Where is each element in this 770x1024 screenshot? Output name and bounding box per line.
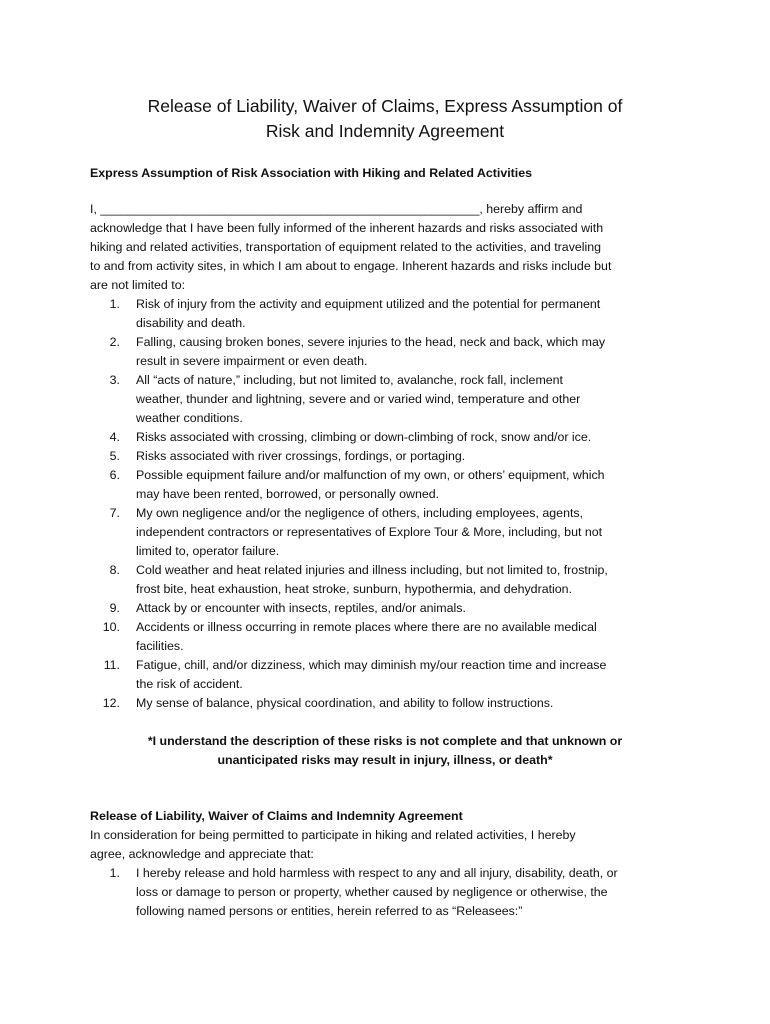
paragraph-line: acknowledge that I have been fully informed of the inherent hazards and risks associated with bbox=[90, 221, 604, 235]
list-item-line: Fatigue, chill, and/or dizziness, which may diminish my/our reaction time and increase bbox=[136, 658, 607, 672]
list-item-line: limited to, operator failure. bbox=[136, 544, 280, 558]
list-item-line: facilities. bbox=[136, 639, 184, 653]
list-number: 2. bbox=[109, 335, 120, 349]
list-item bbox=[90, 295, 690, 333]
list-item-line: weather conditions. bbox=[136, 411, 243, 425]
list-number: 10. bbox=[102, 620, 120, 634]
list-number: 8. bbox=[109, 563, 120, 577]
release-list bbox=[90, 864, 690, 921]
paragraph-line: In consideration for being permitted to participate in hiking and related activities, I hereby bbox=[90, 828, 576, 842]
list-item-line: the risk of accident. bbox=[136, 677, 243, 691]
list-item bbox=[90, 599, 690, 618]
list-item bbox=[90, 447, 690, 466]
list-item bbox=[90, 428, 690, 447]
list-item-line: independent contractors or representatives of Explore Tour & More, including, but not bbox=[136, 525, 603, 539]
list-number: 4. bbox=[109, 430, 120, 444]
list-item-line: Risks associated with river crossings, fordings, or portaging. bbox=[136, 449, 466, 463]
list-item-line: loss or damage to person or property, whether caused by negligence or otherwise, the bbox=[136, 885, 608, 899]
list-number: 11. bbox=[103, 658, 120, 672]
list-item bbox=[90, 371, 690, 428]
risk-list bbox=[90, 295, 690, 713]
release-intro-paragraph bbox=[90, 826, 690, 864]
list-item bbox=[90, 466, 690, 504]
list-item bbox=[90, 333, 690, 371]
list-item-line: I hereby release and hold harmless with respect to any and all injury, disability, death, or bbox=[136, 866, 618, 880]
assumption-intro-paragraph bbox=[90, 200, 690, 295]
list-item bbox=[90, 694, 690, 713]
list-item-line: frost bite, heat exhaustion, heat stroke, sunburn, hypothermia, and dehydration. bbox=[136, 582, 573, 596]
list-item-line: Cold weather and heat related injuries and illness including, but not limited to, frostnip, bbox=[136, 563, 608, 577]
list-item-line: Possible equipment failure and/or malfunction of my own, or others’ equipment, which bbox=[136, 468, 605, 482]
paragraph-line: to and from activity sites, in which I am about to engage. Inherent hazards and risks include but bbox=[90, 259, 612, 273]
paragraph-line: agree, acknowledge and appreciate that: bbox=[90, 847, 314, 861]
list-item-line: disability and death. bbox=[136, 316, 246, 330]
list-item-line: My own negligence and/or the negligence of others, including employees, agents, bbox=[136, 506, 584, 520]
list-item-line: Falling, causing broken bones, severe injuries to the head, neck and back, which may bbox=[136, 335, 606, 349]
list-item-line: Risk of injury from the activity and equipment utilized and the potential for permanent bbox=[136, 297, 601, 311]
list-item-line: may have been rented, borrowed, or personally owned. bbox=[136, 487, 440, 501]
notice-line: unanticipated risks may result in injury, illness, or death* bbox=[217, 753, 553, 767]
list-number: 12. bbox=[102, 696, 120, 710]
list-number: 1. bbox=[109, 866, 120, 880]
list-item bbox=[90, 504, 690, 561]
list-number: 6. bbox=[109, 468, 120, 482]
list-item-line: Risks associated with crossing, climbing or down-climbing of rock, snow and/or ice. bbox=[136, 430, 592, 444]
section-heading-release-of-liability: Release of Liability, Waiver of Claims and Indemnity Agreement bbox=[90, 809, 463, 823]
list-item bbox=[90, 864, 690, 921]
title-line: Release of Liability, Waiver of Claims, Express Assumption of bbox=[147, 96, 623, 116]
section-heading-assumption-of-risk: Express Assumption of Risk Association with Hiking and Related Activities bbox=[90, 166, 533, 180]
list-item bbox=[90, 656, 690, 694]
list-item-line: result in severe impairment or even death. bbox=[136, 354, 368, 368]
document-title bbox=[60, 94, 710, 144]
list-number: 3. bbox=[109, 373, 120, 387]
list-number: 5. bbox=[109, 449, 120, 463]
paragraph-line: I, _______________________________________________________, hereby affirm and bbox=[90, 202, 583, 216]
list-item-line: following named persons or entities, herein referred to as “Releasees:” bbox=[136, 904, 523, 918]
risk-disclaimer-notice bbox=[60, 732, 710, 770]
list-item-line: My sense of balance, physical coordination, and ability to follow instructions. bbox=[136, 696, 554, 710]
list-item-line: All “acts of nature,” including, but not limited to, avalanche, rock fall, inclement bbox=[136, 373, 563, 387]
notice-line: *I understand the description of these risks is not complete and that unknown or bbox=[147, 734, 623, 748]
list-item-line: Attack by or encounter with insects, reptiles, and/or animals. bbox=[136, 601, 466, 615]
paragraph-line: hiking and related activities, transportation of equipment related to the activities, and traveling bbox=[90, 240, 602, 254]
list-item bbox=[90, 618, 690, 656]
list-item-line: Accidents or illness occurring in remote places where there are no available medical bbox=[136, 620, 597, 634]
list-item-line: weather, thunder and lightning, severe and or varied wind, temperature and other bbox=[136, 392, 581, 406]
list-number: 7. bbox=[109, 506, 120, 520]
paragraph-line: are not limited to: bbox=[90, 278, 186, 292]
title-line: Risk and Indemnity Agreement bbox=[265, 121, 505, 141]
list-number: 1. bbox=[109, 297, 120, 311]
list-item bbox=[90, 561, 690, 599]
list-number: 9. bbox=[109, 601, 120, 615]
